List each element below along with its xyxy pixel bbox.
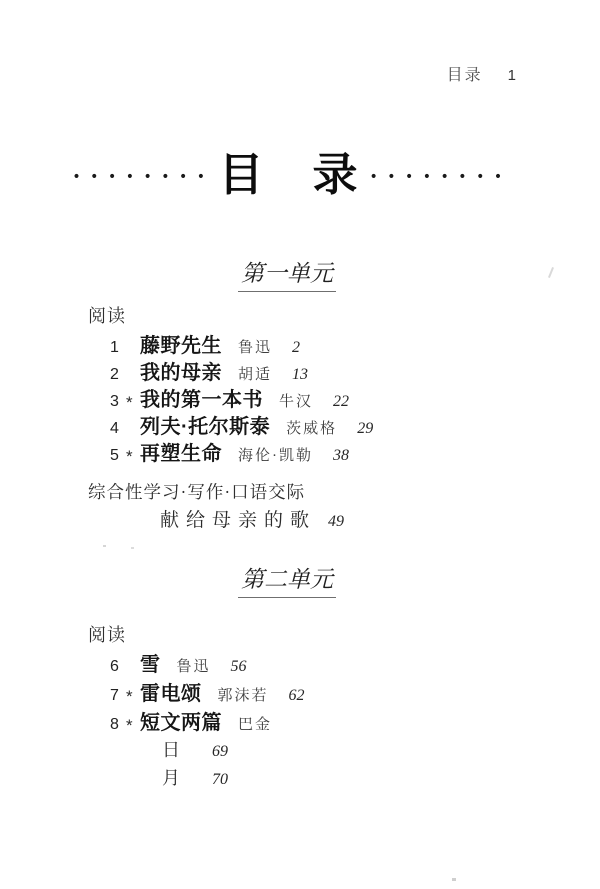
item-number: 1 [110, 339, 119, 356]
item-page-number: 56 [230, 658, 247, 675]
main-title [0, 147, 592, 205]
item-page-number: 38 [333, 447, 349, 464]
item-title: 我的第一本书 [140, 389, 263, 411]
toc-item [88, 329, 373, 356]
running-head [447, 62, 516, 85]
item-title: 短文两篇 [140, 712, 222, 734]
toc-item [88, 706, 305, 735]
unit2-item-list [88, 648, 305, 735]
item-star: * [126, 687, 133, 706]
item-author: 茨威格 [286, 421, 338, 437]
unit2-subitem-list [162, 736, 228, 792]
item-number: 3 [110, 393, 119, 410]
item-author: 胡适 [238, 367, 273, 383]
activity-title: 献给母亲的歌 [160, 510, 317, 531]
item-author: 鲁迅 [238, 340, 273, 356]
item-author: 海伦·凯勒 [238, 448, 313, 464]
item-number: 2 [110, 366, 119, 383]
toc-item [88, 383, 373, 410]
toc-item [88, 677, 305, 706]
unit2-heading-wrap [0, 561, 600, 598]
toc-item [88, 356, 373, 383]
activity-page-number: 49 [328, 513, 345, 530]
item-number: 8 [110, 716, 119, 733]
item-number: 4 [110, 420, 119, 437]
item-author: 牛汉 [279, 394, 314, 410]
item-number: 5 [110, 447, 119, 464]
item-title: 雪 [140, 654, 161, 676]
scan-artifact [452, 878, 456, 881]
unit1-activity-label: 综合性学习·写作·口语交际 [88, 482, 306, 502]
subitem-page-number: 70 [212, 771, 228, 788]
running-head-title: 目录 [446, 67, 483, 84]
main-title-char-2: 录 [312, 150, 358, 201]
item-title: 藤野先生 [140, 335, 222, 357]
item-number: 7 [110, 687, 119, 704]
item-title: 列夫·托尔斯泰 [140, 416, 271, 438]
subitem-title: 月 [162, 768, 180, 788]
toc-subitem [162, 764, 228, 792]
unit2-heading: 第二单元 [238, 561, 336, 598]
toc-subitem [162, 736, 228, 764]
item-page-number: 13 [292, 366, 309, 383]
unit1-item-list [88, 329, 373, 464]
item-page-number: 2 [292, 339, 301, 356]
unit1-activity-item [160, 505, 344, 532]
item-author: 郭沫若 [217, 688, 269, 704]
toc-item [88, 437, 373, 464]
item-page-number: 29 [357, 420, 374, 437]
toc-item [88, 648, 305, 677]
subitem-title: 日 [162, 740, 180, 760]
item-title: 我的母亲 [140, 362, 222, 384]
subitem-page-number: 69 [212, 743, 228, 760]
title-leader-dots-left: •••••••• [72, 169, 215, 185]
item-star: * [126, 447, 133, 466]
item-page-number: 22 [333, 393, 350, 410]
unit2-reading-label: 阅读 [88, 625, 126, 645]
title-leader-dots-right: •••••••• [369, 169, 512, 185]
item-star: * [126, 716, 133, 735]
running-head-page-number: 1 [507, 67, 516, 84]
toc-item [88, 410, 373, 437]
item-title: 再塑生命 [140, 443, 222, 465]
main-title-char-1: 目 [218, 150, 264, 201]
item-star: * [126, 393, 133, 412]
item-author: 鲁迅 [176, 659, 211, 675]
unit1-reading-label: 阅读 [88, 306, 126, 326]
item-page-number: 62 [288, 687, 305, 704]
unit1-heading-wrap [0, 255, 600, 292]
item-title: 雷电颂 [140, 683, 202, 705]
scan-artifact [103, 545, 106, 547]
scan-artifact [131, 547, 134, 549]
item-author: 巴金 [238, 717, 273, 733]
unit1-heading: 第一单元 [238, 255, 336, 292]
item-number: 6 [110, 658, 119, 675]
